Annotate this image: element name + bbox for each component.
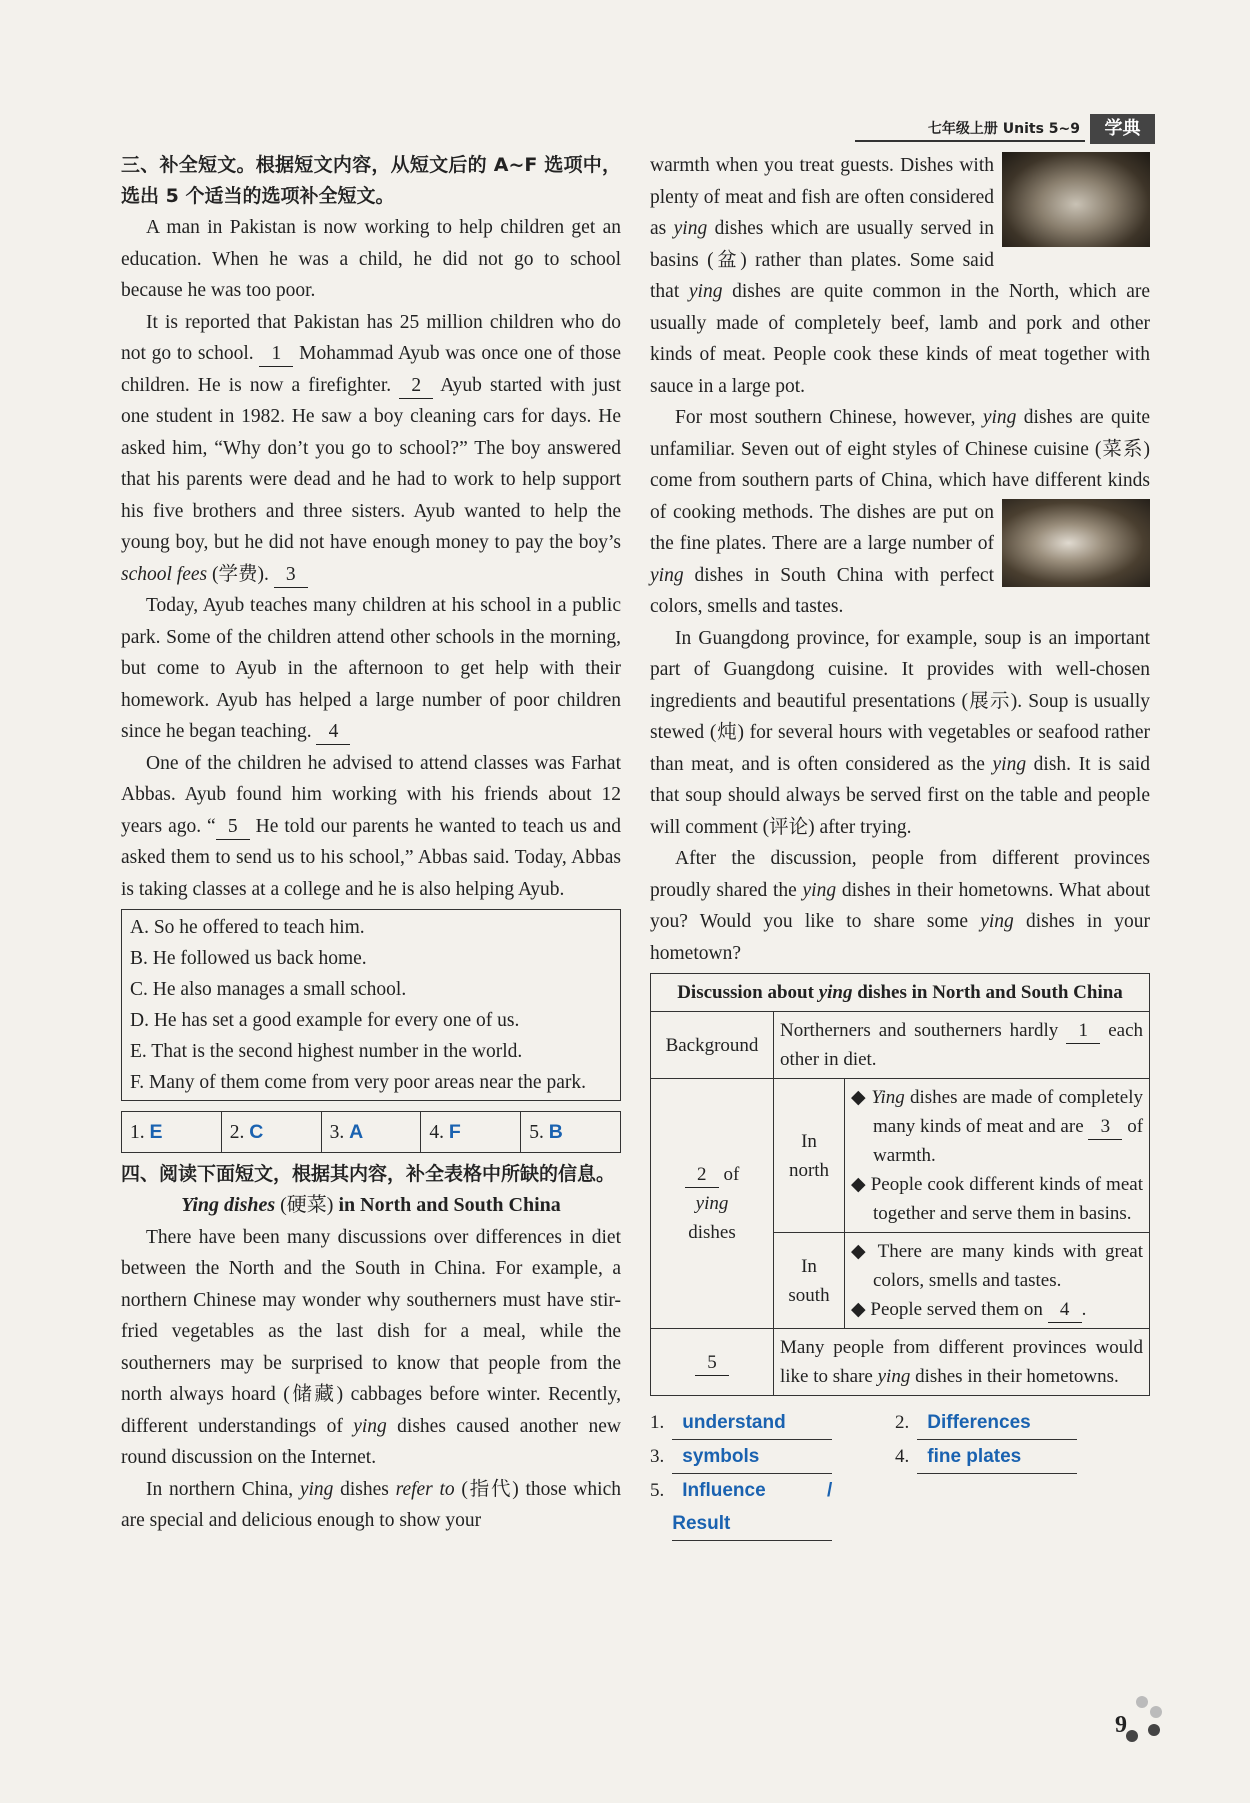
- options-box: [121, 909, 621, 1101]
- plate-dish-photo: [1002, 499, 1150, 587]
- background-label: Background: [651, 1012, 774, 1079]
- answer-line: 4. fine plates: [895, 1440, 1140, 1474]
- table-blank-3[interactable]: 3: [1088, 1115, 1122, 1140]
- article-title: Ying dishes (硬菜) in North and South China: [181, 1194, 561, 1216]
- option-c: C. He also manages a small school.: [130, 979, 407, 1000]
- answer-cell: 4. F: [421, 1112, 521, 1152]
- table-blank-5[interactable]: 5: [695, 1351, 729, 1376]
- option-b: B. He followed us back home.: [130, 948, 367, 969]
- table-blank-2[interactable]: 2: [685, 1163, 719, 1188]
- north-bullet-1: ◆ Ying dishes are made of completely many kinds of meat and are 3 of warmth.: [851, 1087, 1144, 1166]
- s3-paragraph-3: Today, Ayub teaches many children at his school in a public park. Some of the children attend other schools in the morning, but come to Ayub in the afternoon to get help with their homework. Ayub has helped a large number of poor children since he began teaching. 4: [121, 590, 621, 748]
- s4-paragraph-4: In Guangdong province, for example, soup is an important part of Guangdong cuisine. It provides with well-chosen ingredients and beautiful presentations (展示). Soup is usually stewed (炖) for several hours with vegetables or seafood rather than meat, and is often considered as the ying dish. It is said that soup should always be served first on the table and people will comment (评论) after trying.: [650, 627, 1151, 838]
- south-bullet-1: ◆ There are many kinds with great colors, smells and tastes.: [851, 1241, 1143, 1291]
- blank-3[interactable]: 3: [274, 563, 308, 588]
- answer-line: 3. symbols: [650, 1440, 895, 1474]
- blank-2-cell: 2 of ying dishes: [651, 1079, 774, 1329]
- option-f: F. Many of them come from very poor areas near the park.: [130, 1072, 586, 1093]
- blank-5[interactable]: 5: [216, 815, 250, 840]
- north-details: [845, 1079, 1150, 1233]
- header-rule: [855, 140, 1085, 142]
- north-label: In north: [774, 1079, 845, 1233]
- header-text: 七年级上册 Units 5~9: [927, 121, 1080, 137]
- page-header: [855, 116, 1155, 144]
- s3-paragraph-1: A man in Pakistan is now working to help children get an education. When he was a child, he did not go to school because he was too poor.: [121, 217, 621, 301]
- s3-paragraph-4: One of the children he advised to attend classes was Farhat Abbas. Ayub found him working with his friends about 12 years ago. “ 5 He told our parents he wanted to teach us and asked them to send us to his school,” Abbas said. Today, Abbas is taking classes at a college and he is also helping Ayub.: [121, 752, 622, 900]
- south-details: [845, 1233, 1150, 1329]
- s3-paragraph-2: It is reported that Pakistan has 25 million children who do not go to school. 1 Mohammad Ayub was once one of those children. He is now a firefighter. 2 Ayub started with just one student in 1982. He saw a boy cleaning cars for days. He asked him, “Why don’t you go to school?” The boy answered that his parents were dead and he had to work to help support his five brothers and three sisters. Ayub wanted to help the young boy, but he did not have enough money to pay the boy’s school fees (学费). 3: [121, 307, 621, 591]
- s4-paragraph-3: For most southern Chinese, however, ying dishes are quite unfamiliar. Seven out of eight styles of Chinese cuisine (菜系) come from southern parts of China, which have different kinds of cooking methods. The dishes are put on the fine plates. There are a large number of ying dishes in South China with perfect colors, smells and tastes.: [650, 407, 1151, 617]
- north-bullet-2: ◆ People cook different kinds of meat together and serve them in basins.: [851, 1174, 1143, 1224]
- right-column: [650, 150, 1150, 1541]
- option-a: A. So he offered to teach him.: [130, 917, 365, 938]
- section4-title: 四、阅读下面短文，根据其内容，补全表格中所缺的信息。: [121, 1163, 616, 1185]
- south-label: In south: [774, 1233, 845, 1329]
- background-text: Northerners and southerners hardly 1 each other in diet.: [774, 1012, 1150, 1079]
- s4-paragraph-1: There have been many discussions over differences in diet between the North and the South in China. For example, a northern Chinese may wonder why southerners must have stir-fried vegetables as the last dish for a meal, while the southerners may be surprised to know that people from the north always hoard (储藏) cabbages before winter. Recently, different understandings of ying dishes caused another new round discussion on the Internet.: [121, 1226, 622, 1468]
- section3-title: 三、补全短文。根据短文内容，从短文后的 A~F 选项中，选出 5 个适当的选项补全短文。: [121, 154, 621, 207]
- discussion-table: [650, 973, 1150, 1396]
- blank-5-cell: [651, 1329, 774, 1396]
- answer-line: 2. Differences: [895, 1406, 1140, 1440]
- option-e: E. That is the second highest number in the world.: [130, 1041, 523, 1062]
- s4-paragraph-2-end: warmth when you treat guests. Dishes with plenty of meat and fish are often considered as ying dishes which are usually served in basins (盆) rather than plates. Some said that ying dishes are quite common in the North, which are usually made of completely beef, lamb and pork and other kinds of meat. People cook these kinds of meat together with sauce in a large pot.: [650, 155, 1150, 397]
- answer-cell: 1. E: [122, 1112, 222, 1152]
- s4-paragraph-2-start: In northern China, ying dishes refer to (指代) those which are special and delicious enough to show your: [121, 1478, 622, 1531]
- answer-cell: 3. A: [322, 1112, 422, 1152]
- left-column: [121, 150, 621, 1537]
- table-blank-1[interactable]: 1: [1066, 1019, 1100, 1044]
- answer-cell: 5. B: [529, 1121, 563, 1143]
- south-bullet-2: ◆ People served them on 4 .: [851, 1295, 1143, 1324]
- section4-answers: [650, 1406, 1150, 1541]
- section3-answer-row: [121, 1111, 621, 1153]
- s4-paragraph-5: After the discussion, people from different provinces proudly shared the ying dishes in their hometowns. What about you? Would you like to share some ying dishes in your hometown?: [650, 848, 1150, 964]
- table-blank-4[interactable]: 4: [1048, 1298, 1082, 1323]
- header-logo: 学典: [1090, 114, 1155, 144]
- option-d: D. He has set a good example for every one of us.: [130, 1010, 520, 1031]
- blank-4[interactable]: 4: [316, 720, 350, 745]
- page-number: 9: [1115, 1712, 1127, 1738]
- blank-1[interactable]: 1: [259, 342, 293, 367]
- answer-line: 1. understand: [650, 1406, 895, 1440]
- blank-2[interactable]: 2: [399, 374, 433, 399]
- answer-cell: 2. C: [222, 1112, 322, 1152]
- meat-dish-photo: [1002, 152, 1150, 247]
- answer-line: 5. Influence / Result: [650, 1474, 895, 1541]
- share-text: Many people from different provinces would like to share ying dishes in their hometowns.: [774, 1329, 1150, 1396]
- table-title: Discussion about ying dishes in North and South China: [651, 974, 1150, 1012]
